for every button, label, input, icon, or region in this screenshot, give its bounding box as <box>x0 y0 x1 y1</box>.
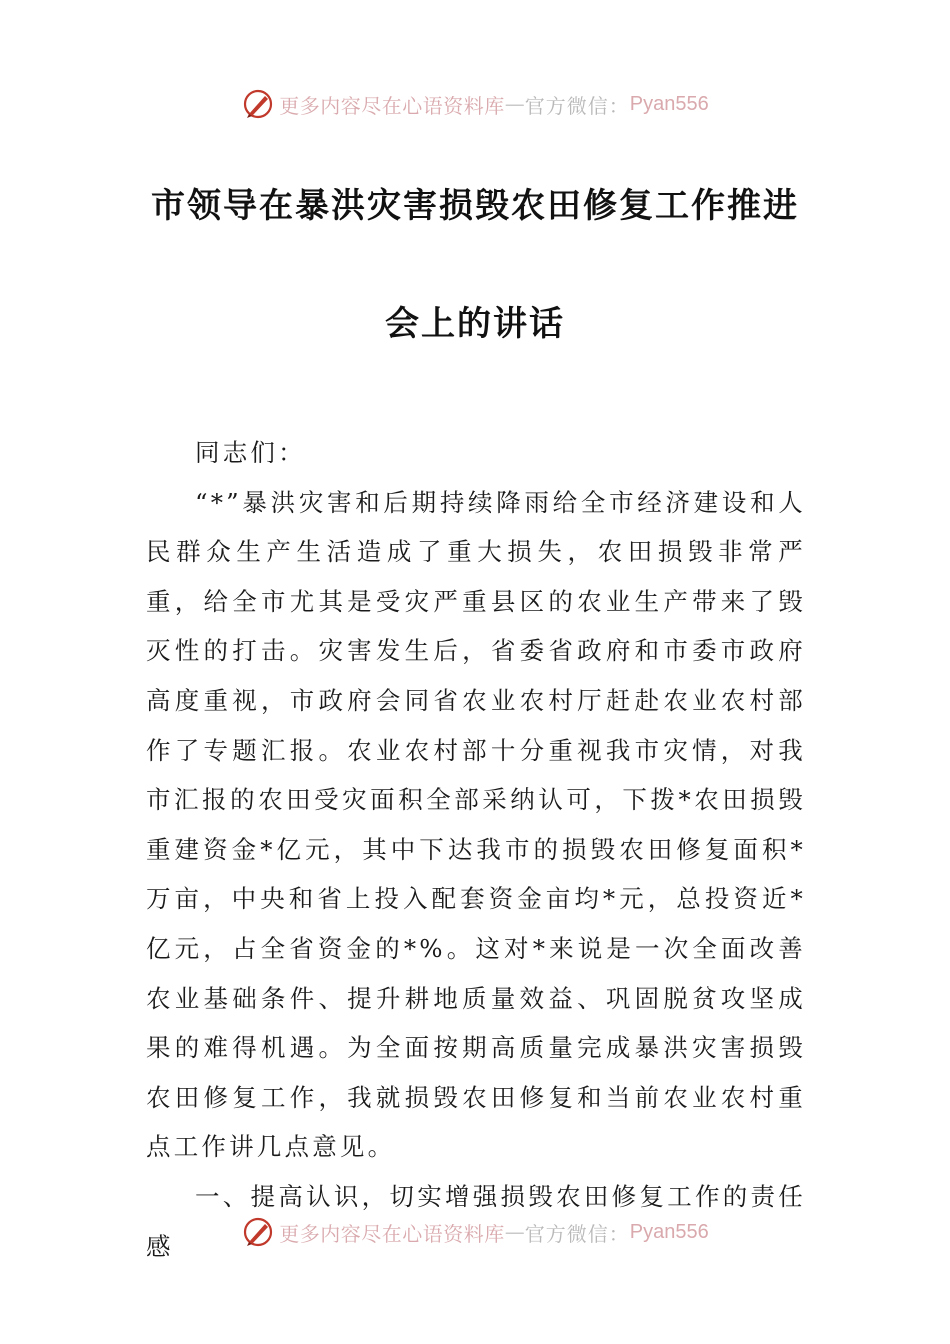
section-heading: 一、提高认识，切实增强损毁农田修复工作的责任感 <box>146 1181 806 1261</box>
document-title-line1: 市领导在暴洪灾害损毁农田修复工作推进 <box>151 186 799 226</box>
banner-wechat-id: Pyan556 <box>629 1220 709 1243</box>
banner-wechat-label: 官方微信： <box>524 1221 630 1246</box>
banner-text: 更多内容尽在心语资料库 <box>279 1221 505 1246</box>
document-title-line2: 会上的讲话 <box>385 304 565 344</box>
body-paragraph: “*”暴洪灾害和后期持续降雨给全市经济建设和人民群众生产生活造成了重大损失，农田损毁非常严重，给全市尤其是受灾严重县区的农业生产带来了毁灭性的打击。灾害发生后，省委省政府和市委市政府高度重视，市政府会同省农业农村厅赶赴农业农村部作了专题汇报。农业农村部十分重视我市灾情，对我市汇报的农田受灾面积全部采纳认可，下拨*农田损毁重建资金*亿元，其中下达我市的损毁农田修复面积*万亩，中央和省上投入配套资金亩均*元，总投资近*亿元，占全省资金的*%。这对*来说是一次全面改善农业基础条件、提升耕地质量效益、巩固脱贫攻坚成果的难得机遇。为全面按期高质量完成暴洪灾害损毁农田修复工作，我就损毁农田修复和当前农业农村重点工作讲几点意见。 <box>146 487 806 1162</box>
banner-separator: — <box>504 1220 525 1244</box>
pen-logo-icon <box>241 87 275 121</box>
document-body <box>146 428 806 1271</box>
banner-wechat-label: 官方微信： <box>524 93 630 118</box>
salutation: 同志们： <box>195 438 306 467</box>
footer-banner <box>0 1212 950 1252</box>
pen-logo-icon <box>241 1215 275 1249</box>
header-banner <box>0 84 950 124</box>
banner-wechat-id: Pyan556 <box>629 92 709 115</box>
banner-separator: — <box>504 92 525 116</box>
banner-text: 更多内容尽在心语资料库 <box>279 93 505 118</box>
